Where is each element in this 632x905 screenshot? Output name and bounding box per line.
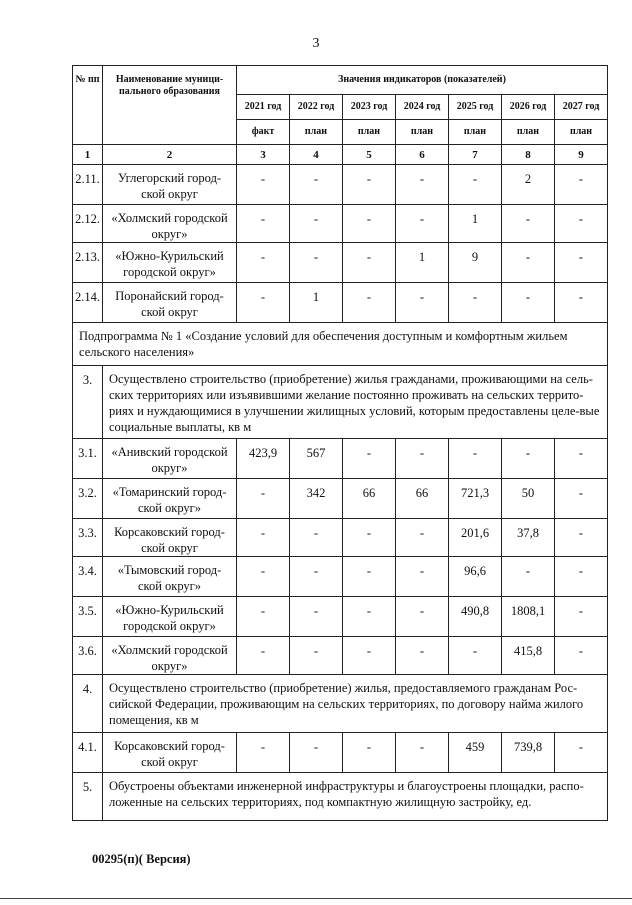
indicator-value: - xyxy=(396,557,449,597)
column-number: 2 xyxy=(103,145,237,165)
column-number: 7 xyxy=(449,145,502,165)
indicator-value: - xyxy=(290,205,343,243)
indicator-value: - xyxy=(237,479,290,519)
indicator-value: - xyxy=(502,439,555,479)
indicator-value: 96,6 xyxy=(449,557,502,597)
column-number: 1 xyxy=(73,145,103,165)
indicator-value: - xyxy=(555,733,608,773)
year-header: 2025 год xyxy=(449,95,502,120)
column-number: 9 xyxy=(555,145,608,165)
indicator-value: - xyxy=(290,519,343,557)
indicator-value: - xyxy=(290,637,343,675)
indicator-value: 1 xyxy=(449,205,502,243)
indicator-value: - xyxy=(343,205,396,243)
indicator-value: - xyxy=(396,597,449,637)
indicator-value: - xyxy=(343,243,396,283)
indicator-value: - xyxy=(396,733,449,773)
indicator-value: 459 xyxy=(449,733,502,773)
indicator-value: - xyxy=(343,519,396,557)
kind-header: план xyxy=(555,120,608,145)
indicator-value: - xyxy=(290,557,343,597)
indicator-value: - xyxy=(396,519,449,557)
indicator-description: Осуществлено строительство (приобретение) жилья, предоставляемого гражданам Рос-сийской Федерации, проживающим на сельских территориях, по договору найма жилого помещения, кв м xyxy=(103,675,608,733)
indicator-value: - xyxy=(237,165,290,205)
indicator-value: - xyxy=(449,637,502,675)
indicator-value: - xyxy=(555,597,608,637)
indicator-value: - xyxy=(555,519,608,557)
municipality-name: Корсаковский город-ской округ xyxy=(103,733,237,773)
municipality-name: «Холмский городской округ» xyxy=(103,205,237,243)
year-header: 2026 год xyxy=(502,95,555,120)
indicator-value: - xyxy=(237,243,290,283)
column-number: 4 xyxy=(290,145,343,165)
kind-header: план xyxy=(396,120,449,145)
indicator-value: - xyxy=(290,597,343,637)
indicator-value: - xyxy=(343,637,396,675)
table-row xyxy=(73,165,608,205)
indicator-value: - xyxy=(343,557,396,597)
indicator-value: - xyxy=(237,557,290,597)
indicator-value: 490,8 xyxy=(449,597,502,637)
indicator-value: - xyxy=(449,165,502,205)
indicator-value: 342 xyxy=(290,479,343,519)
indicator-value: - xyxy=(237,733,290,773)
indicator-value: 415,8 xyxy=(502,637,555,675)
indicator-value: - xyxy=(396,283,449,323)
kind-header: план xyxy=(290,120,343,145)
indicator-value: 50 xyxy=(502,479,555,519)
indicator-value: 66 xyxy=(343,479,396,519)
indicator-value: - xyxy=(396,205,449,243)
row-number: 3.1. xyxy=(73,439,103,479)
table-row xyxy=(73,637,608,675)
indicator-value: - xyxy=(396,165,449,205)
row-number: 3. xyxy=(73,366,103,439)
row-number: 2.13. xyxy=(73,243,103,283)
kind-header: факт xyxy=(237,120,290,145)
subprogram-row xyxy=(73,323,608,366)
year-header: 2021 год xyxy=(237,95,290,120)
row-number: 3.4. xyxy=(73,557,103,597)
row-number: 5. xyxy=(73,773,103,821)
municipality-name: Корсаковский город-ской округ xyxy=(103,519,237,557)
municipality-name: «Анивский городской округ» xyxy=(103,439,237,479)
indicator-value: - xyxy=(502,205,555,243)
column-number: 8 xyxy=(502,145,555,165)
kind-header: план xyxy=(502,120,555,145)
municipality-name: «Южно-Курильский городской округ» xyxy=(103,597,237,637)
kind-header: план xyxy=(343,120,396,145)
indicator-value: 37,8 xyxy=(502,519,555,557)
indicator-value: 66 xyxy=(396,479,449,519)
year-header: 2022 год xyxy=(290,95,343,120)
indicator-value: - xyxy=(555,439,608,479)
indicator-value: 423,9 xyxy=(237,439,290,479)
table-row xyxy=(73,597,608,637)
indicator-row xyxy=(73,675,608,733)
indicator-value: - xyxy=(396,637,449,675)
header-num: № пп xyxy=(73,66,103,145)
table-row xyxy=(73,439,608,479)
indicator-value: - xyxy=(343,283,396,323)
indicator-row xyxy=(73,773,608,821)
row-number: 3.3. xyxy=(73,519,103,557)
indicator-value: - xyxy=(237,597,290,637)
indicator-value: 1808,1 xyxy=(502,597,555,637)
table-row xyxy=(73,479,608,519)
kind-header: план xyxy=(449,120,502,145)
indicator-value: 721,3 xyxy=(449,479,502,519)
indicator-description: Обустроены объектами инженерной инфраструктуры и благоустроены площадки, распо-ложенные на сельских территориях, под компактную жилищную застройку, ед. xyxy=(103,773,608,821)
indicator-value: - xyxy=(502,243,555,283)
indicator-value: - xyxy=(290,243,343,283)
indicator-value: 201,6 xyxy=(449,519,502,557)
indicator-value: - xyxy=(290,733,343,773)
indicator-value: - xyxy=(237,205,290,243)
indicator-value: - xyxy=(555,165,608,205)
year-header: 2023 год xyxy=(343,95,396,120)
municipality-name: «Южно-Курильский городской округ» xyxy=(103,243,237,283)
indicator-value: - xyxy=(396,439,449,479)
footer-version: 00295(п)( Версия) xyxy=(92,852,191,866)
column-number: 6 xyxy=(396,145,449,165)
table-row xyxy=(73,733,608,773)
column-number: 5 xyxy=(343,145,396,165)
bottom-rule xyxy=(0,898,632,899)
indicator-value: - xyxy=(555,557,608,597)
row-number: 4.1. xyxy=(73,733,103,773)
indicator-value: - xyxy=(555,283,608,323)
page-number: 3 xyxy=(312,36,320,51)
indicator-description: Осуществлено строительство (приобретение) жилья гражданами, проживающими на сель-ских территориях или изъявившими желание постоянно проживать на сельских террито-риях и нуждающимися в улучшении жилищных условий, которым предоставлены целе-вые социальные выплаты, кв м xyxy=(103,366,608,439)
indicator-value: - xyxy=(237,283,290,323)
municipality-name: Углегорский город-ской округ xyxy=(103,165,237,205)
indicator-row xyxy=(73,366,608,439)
municipality-name: Поронайский город-ской округ xyxy=(103,283,237,323)
row-number: 3.6. xyxy=(73,637,103,675)
indicator-value: 9 xyxy=(449,243,502,283)
municipality-name: «Холмский городской округ» xyxy=(103,637,237,675)
table-row xyxy=(73,519,608,557)
indicator-value: - xyxy=(502,557,555,597)
indicator-value: 739,8 xyxy=(502,733,555,773)
indicator-value: - xyxy=(555,637,608,675)
header-values: Значения индикаторов (показателей) xyxy=(237,66,608,95)
indicator-value: - xyxy=(555,205,608,243)
indicator-value: - xyxy=(237,637,290,675)
header-name: Наименование муници-пального образования xyxy=(103,66,237,145)
municipality-name: «Томаринский город-ской округ» xyxy=(103,479,237,519)
row-number: 3.5. xyxy=(73,597,103,637)
year-header: 2027 год xyxy=(555,95,608,120)
column-number: 3 xyxy=(237,145,290,165)
row-number: 2.14. xyxy=(73,283,103,323)
indicator-value: - xyxy=(449,283,502,323)
indicator-value: - xyxy=(555,243,608,283)
table-row xyxy=(73,205,608,243)
row-number: 2.11. xyxy=(73,165,103,205)
table-row xyxy=(73,557,608,597)
indicator-value: 1 xyxy=(290,283,343,323)
indicator-value: - xyxy=(343,165,396,205)
table-row xyxy=(73,283,608,323)
indicator-value: - xyxy=(449,439,502,479)
row-number: 3.2. xyxy=(73,479,103,519)
row-number: 4. xyxy=(73,675,103,733)
indicators-table xyxy=(72,65,608,821)
subprogram-title: Подпрограмма № 1 «Создание условий для обеспечения доступным и комфортным жильем сельского населения» xyxy=(73,323,608,366)
indicator-value: - xyxy=(502,283,555,323)
row-number: 2.12. xyxy=(73,205,103,243)
indicator-value: - xyxy=(343,733,396,773)
indicator-value: - xyxy=(237,519,290,557)
municipality-name: «Тымовский город-ской округ» xyxy=(103,557,237,597)
indicator-value: - xyxy=(343,597,396,637)
indicator-value: 2 xyxy=(502,165,555,205)
indicator-value: - xyxy=(343,439,396,479)
indicator-value: 567 xyxy=(290,439,343,479)
year-header: 2024 год xyxy=(396,95,449,120)
indicator-value: - xyxy=(290,165,343,205)
indicator-value: - xyxy=(555,479,608,519)
table-row xyxy=(73,243,608,283)
indicator-value: 1 xyxy=(396,243,449,283)
